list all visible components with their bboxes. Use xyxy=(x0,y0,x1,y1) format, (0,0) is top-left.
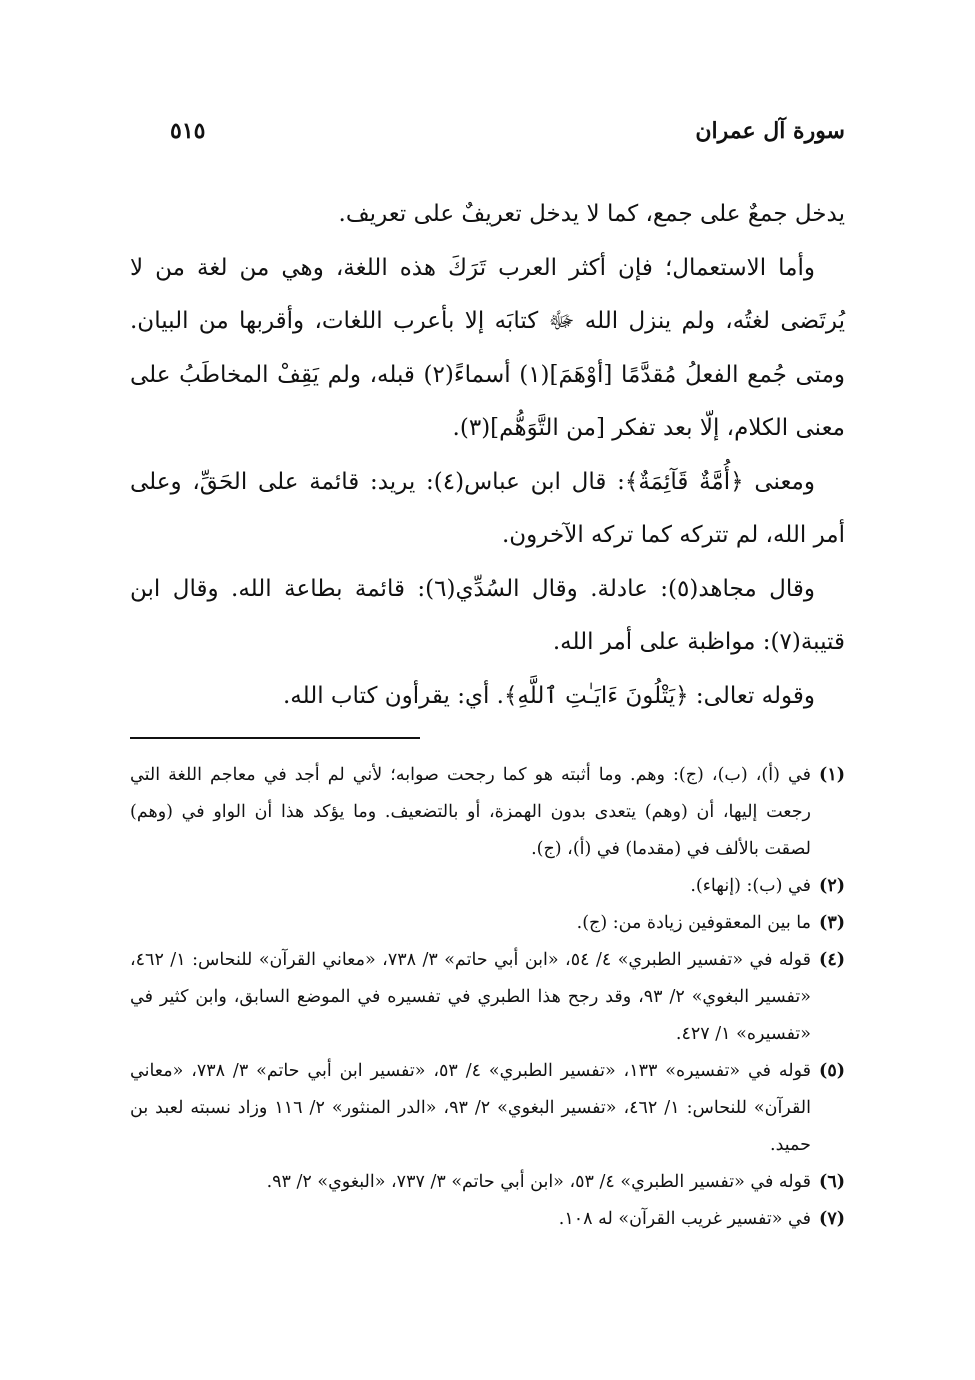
footnote-text: قوله في «تفسيره» ١٣٣، «تفسير الطبري» ٤/ ٥٣، «تفسير ابن أبي حاتم» ٣/ ٧٣٨، «معاني القرآن» للنحاس: ١/ ٤٦٢، «تفسير البغوي» ٢/ ٩٣، «الدر المنثور» ٢/ ١١٦ وزاد نسبته لعبد بن حميد. xyxy=(130,1061,812,1155)
footnote-item xyxy=(130,905,845,942)
footnote-divider xyxy=(130,737,420,739)
surah-title: سورة آل عمران xyxy=(695,118,845,144)
footnote-text: في «تفسير غريب القرآن» له ١٠٨. xyxy=(558,1209,811,1229)
footnote-text: في (ب): (إنهاء). xyxy=(690,876,811,896)
footnote-item xyxy=(130,868,845,905)
footnote-item xyxy=(130,1053,845,1164)
footnotes xyxy=(130,753,845,1238)
paragraph-mujahid: وقال مجاهد(٥): عادلة. وقال السُدِّي(٦): قائمة بطاعة الله. وقال ابن قتيبة(٧): مواظبة على أمر الله. xyxy=(130,575,845,655)
footnote-item xyxy=(130,942,845,1053)
main-text xyxy=(130,188,845,723)
footnote-number: (٧) xyxy=(819,1209,845,1229)
footnote-text: قوله في «تفسير الطبري» ٤/ ٥٣، «ابن أبي حاتم» ٣/ ٧٣٧، «البغوي» ٢/ ٩٣. xyxy=(266,1172,811,1192)
book-page xyxy=(130,110,845,1290)
footnote-item xyxy=(130,757,845,868)
footnote-number: (٤) xyxy=(819,950,845,970)
footnote-text: في (أ)، (ب)، (ج): وهم. وما أثبته هو كما رجحت صوابه؛ لأني لم أجد في معاجم اللغة التي رجعت إليها، أن (وهم) يتعدى بدون الهمزة، أو بالتضعيف. وما يؤكد هذا أن الواو في (وهم) لصقت بالألف في (مقدما) في (أ)، (ج). xyxy=(130,765,811,859)
footnote-number: (٦) xyxy=(819,1172,845,1192)
footnote-number: (٥) xyxy=(819,1061,845,1081)
footnote-number: (٣) xyxy=(819,913,845,933)
footnote-text: قوله في «تفسير الطبري» ٤/ ٥٤، «ابن أبي حاتم» ٣/ ٧٣٨، «معاني القرآن» للنحاس: ١/ ٤٦٢، «تفسير البغوي» ٢/ ٩٣، وقد رجح هذا الطبري في تفسيره في الموضع السابق، وابن كثير في «تفسيره» ١/ ٤٢٧. xyxy=(130,950,812,1044)
page-number: ٥١٥ xyxy=(170,118,206,144)
footnote-number: (١) xyxy=(819,765,845,785)
footnote-item xyxy=(130,1201,845,1238)
paragraph-continuation: يدخل جمعٌ على جمع، كما لا يدخل تعريفٌ على تعريف. xyxy=(338,201,845,227)
footnote-number: (٢) xyxy=(819,876,845,896)
page-header xyxy=(130,110,845,158)
paragraph-recitation: وقوله تعالى: ﴿يَتْلُونَ ءَايَـٰتِ ٱللَّهِ﴾. أي: يقرأون كتاب الله. xyxy=(282,682,815,709)
paragraph-meaning: ومعنى ﴿أُمَّةٌ قَآئِمَةٌ﴾: قال ابن عباس(٤): يريد: قائمة على الحَقِّ، وعلى أمر الله، لم تتركه كما تركه الآخرون. xyxy=(130,468,845,548)
footnote-text: ما بين المعقوفين زيادة من: (ج). xyxy=(576,913,811,933)
footnote-item xyxy=(130,1164,845,1201)
paragraph-usage: وأما الاستعمال؛ فإن أكثر العرب تَرَكَ هذه اللغة، وهي من لغة من لا يُرتَضى لغتُه، ولم ينزل الله ﷻ كتابَه إلا بأعرب اللغات، وأقربها من البيان. ومتى جُمع الفعلُ مُقدَّمًا [أوْهَمَ](١) أسماءً(٢) قبله، ولم يَقِفْ المخاطَبُ على معنى الكلام، إلّا بعد تفكر [من التَّوَهُّم](٣). xyxy=(130,254,845,441)
